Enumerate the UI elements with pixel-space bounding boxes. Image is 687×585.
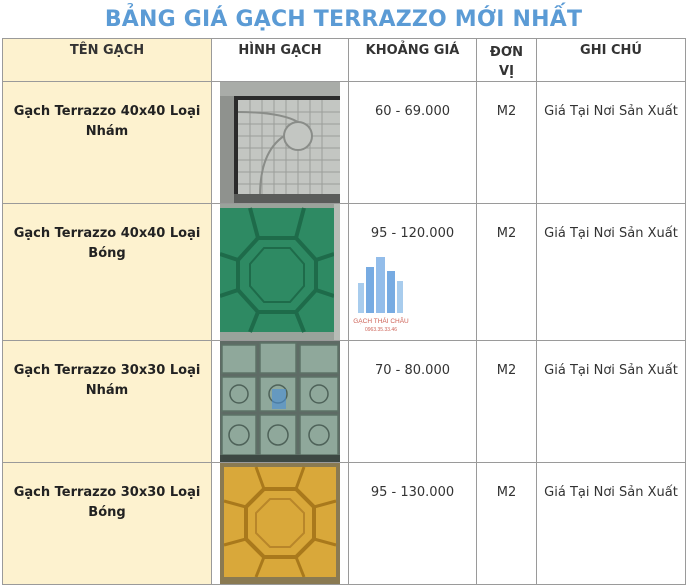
tile-price: 95 - 120.000 <box>349 204 477 341</box>
header-unit-line2: VỊ <box>499 64 514 79</box>
tile-price: 60 - 69.000 <box>349 82 477 204</box>
tile-image <box>220 341 340 462</box>
tile-image-cell <box>212 341 349 463</box>
header-unit-line1: ĐƠN <box>489 45 524 60</box>
tile-green-glossy-image <box>220 204 340 340</box>
table-header-row <box>3 39 686 82</box>
header-price: KHOẢNG GIÁ <box>349 39 477 82</box>
tile-unit: M2 <box>477 463 537 585</box>
tile-image-cell <box>212 204 349 341</box>
tile-name: Gạch Terrazzo 40x40 Loại Nhám <box>3 82 212 204</box>
tile-note: Giá Tại Nơi Sản Xuất <box>537 341 686 463</box>
header-image: HÌNH GẠCH <box>212 39 349 82</box>
tile-image-cell <box>212 82 349 204</box>
tile-note: Giá Tại Nơi Sản Xuất <box>537 204 686 341</box>
building-logo-icon <box>350 253 412 333</box>
tile-image <box>220 204 340 340</box>
tile-name: Gạch Terrazzo 40x40 Loại Bóng <box>3 204 212 341</box>
tile-price: 95 - 130.000 <box>349 463 477 585</box>
tile-note: Giá Tại Nơi Sản Xuất <box>537 463 686 585</box>
page-title: BẢNG GIÁ GẠCH TERRAZZO MỚI NHẤT <box>104 6 583 32</box>
tile-price: 70 - 80.000 <box>349 341 477 463</box>
table-row <box>3 463 686 585</box>
header-note: GHI CHÚ <box>537 39 686 82</box>
tile-image-cell <box>212 463 349 585</box>
tile-note: Giá Tại Nơi Sản Xuất <box>537 82 686 204</box>
brand-phone-text: 0963.35.33.46 <box>365 327 397 333</box>
header-unit <box>477 39 537 82</box>
tile-grey-rough-image <box>220 82 340 203</box>
table-row <box>3 204 686 341</box>
table-row <box>3 341 686 463</box>
tile-stack-rough-image <box>220 341 340 462</box>
tile-yellow-glossy-image <box>220 463 340 584</box>
price-table <box>2 38 686 585</box>
tile-unit: M2 <box>477 82 537 204</box>
tile-name: Gạch Terrazzo 30x30 Loại Nhám <box>3 341 212 463</box>
tile-name: Gạch Terrazzo 30x30 Loại Bóng <box>3 463 212 585</box>
tile-image <box>220 82 340 203</box>
tile-unit: M2 <box>477 341 537 463</box>
tile-unit: M2 <box>477 204 537 341</box>
tile-image <box>220 463 340 584</box>
table-row <box>3 82 686 204</box>
brand-watermark <box>350 253 412 333</box>
brand-name-text: GẠCH THÁI CHÂU <box>353 318 409 325</box>
header-name: TÊN GẠCH <box>3 39 212 82</box>
